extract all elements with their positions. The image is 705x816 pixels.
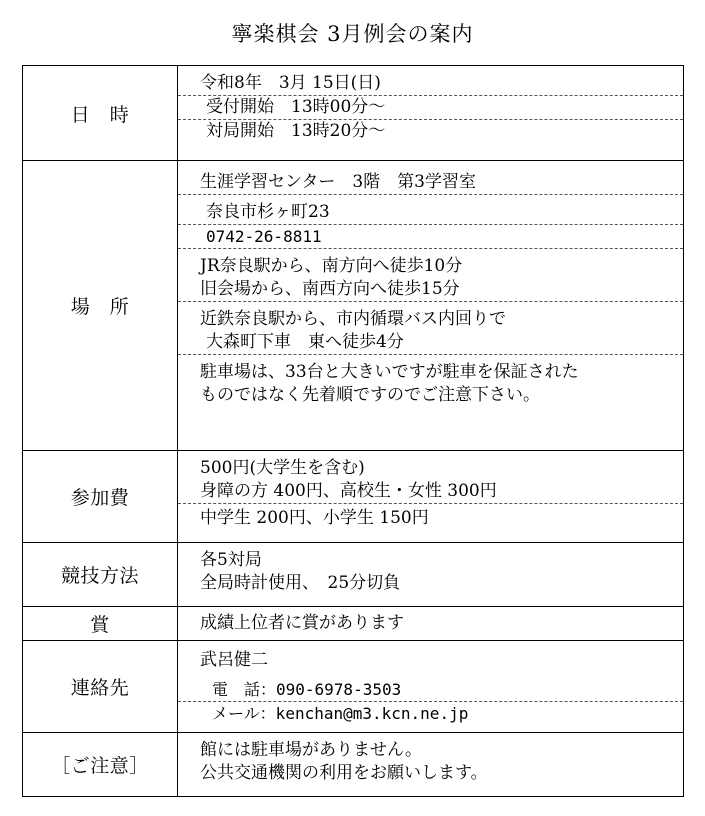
method-clock: 全局時計使用、 25分切負: [200, 573, 401, 593]
address: 奈良市杉ヶ町23: [178, 201, 683, 225]
row-fee: [23, 451, 684, 543]
label-fee: 参加費: [23, 451, 178, 543]
info-table: [22, 65, 684, 797]
row-prize: [23, 607, 684, 641]
fee-general: 500円(大学生を含む): [200, 458, 365, 478]
content-date: [178, 66, 684, 161]
access-jr: JR奈良駅から、南方向へ徒歩10分: [200, 256, 463, 276]
notice-line-2: 公共交通機関の利用をお願いします。: [200, 763, 488, 783]
label-method: 競技方法: [23, 543, 178, 607]
row-method: [23, 543, 684, 607]
content-contact: [178, 641, 684, 733]
row-place: [23, 161, 684, 451]
access-old-venue: 旧会場から、南西方向へ徒歩15分: [178, 278, 683, 302]
content-fee: [178, 451, 684, 543]
label-notice: ［ご注意］: [23, 733, 178, 797]
reception-time: 受付開始 13時00分～: [178, 96, 683, 120]
contact-email: メール：kenchan@m3.kcn.ne.jp: [212, 704, 469, 723]
row-date: [23, 66, 684, 161]
contact-name: 武呂健二: [200, 650, 268, 670]
notice-line-1: 館には駐車場がありません。: [200, 740, 423, 760]
date-line: 令和8年 3月 15日(日): [178, 72, 683, 96]
label-prize: 賞: [23, 607, 178, 641]
access-bus-stop: 大森町下車 東へ徒歩4分: [178, 331, 683, 355]
parking-note-1: 駐車場は、33台と大きいですが駐車を保証された: [200, 362, 579, 382]
row-contact: [23, 641, 684, 733]
fee-students: 中学生 200円、小学生 150円: [200, 508, 429, 528]
start-time: 対局開始 13時20分～: [206, 121, 386, 141]
prize-text: 成績上位者に賞があります: [200, 613, 404, 633]
method-rounds: 各5対局: [200, 550, 262, 570]
content-notice: [178, 733, 684, 797]
content-prize: [178, 607, 684, 641]
parking-note-2: ものではなく先着順ですのでご注意下さい。: [200, 385, 540, 405]
content-method: [178, 543, 684, 607]
access-kintetsu: 近鉄奈良駅から、市内循環バス内回りで: [200, 309, 506, 329]
row-notice: [23, 733, 684, 797]
venue: 生涯学習センター 3階 第3学習室: [178, 171, 683, 195]
page-title: 寧楽棋会 3月例会の案内: [231, 22, 474, 46]
content-place: [178, 161, 684, 451]
label-contact: 連絡先: [23, 641, 178, 733]
venue-phone: 0742-26-8811: [178, 225, 683, 249]
label-date: 日 時: [23, 66, 178, 161]
contact-phone: 電 話：090-6978-3503: [178, 678, 683, 702]
fee-discount: 身障の方 400円、高校生・女性 300円: [178, 480, 683, 504]
label-place: 場 所: [23, 161, 178, 451]
